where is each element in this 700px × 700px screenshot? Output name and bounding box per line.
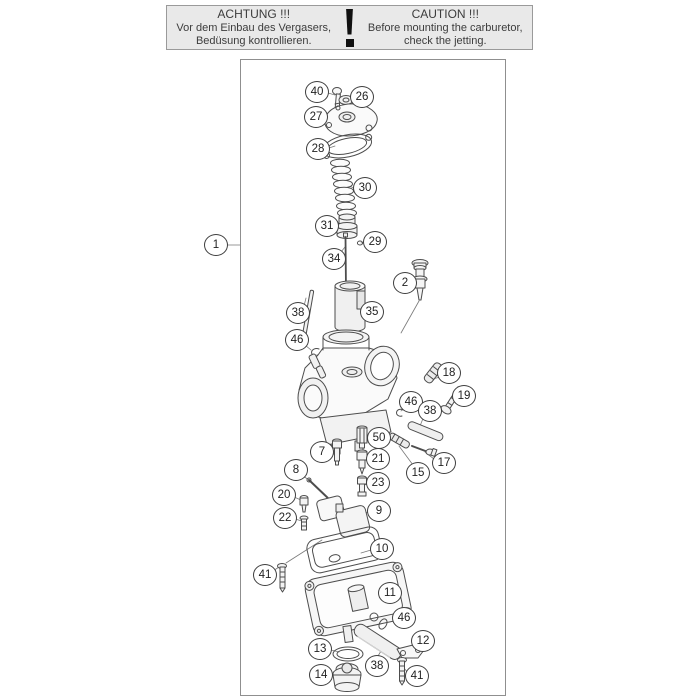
callout-11: 11 bbox=[378, 582, 402, 604]
callout-34: 34 bbox=[322, 248, 346, 270]
callout-27: 27 bbox=[304, 106, 328, 128]
callout-20: 20 bbox=[272, 484, 296, 506]
callout-19: 19 bbox=[452, 385, 476, 407]
callout-22: 22 bbox=[273, 507, 297, 529]
callout-12: 12 bbox=[411, 630, 435, 652]
callout-15: 15 bbox=[406, 462, 430, 484]
callout-38: 38 bbox=[286, 302, 310, 324]
callout-13: 13 bbox=[308, 638, 332, 660]
callout-40: 40 bbox=[305, 81, 329, 103]
warning-german-line1: Vor dem Einbau des Vergasers, bbox=[176, 21, 332, 34]
callout-46: 46 bbox=[399, 391, 423, 413]
callout-38: 38 bbox=[418, 400, 442, 422]
callout-18: 18 bbox=[437, 362, 461, 384]
callout-17: 17 bbox=[432, 452, 456, 474]
callout-14: 14 bbox=[309, 664, 333, 686]
callout-50: 50 bbox=[367, 427, 391, 449]
callout-31: 31 bbox=[315, 215, 339, 237]
callout-2: 2 bbox=[393, 272, 417, 294]
callout-8: 8 bbox=[284, 459, 308, 481]
callout-21: 21 bbox=[366, 448, 390, 470]
warning-english-line1: Before mounting the carburetor, bbox=[367, 21, 523, 34]
callout-46: 46 bbox=[285, 329, 309, 351]
warning-english-title: CAUTION !!! bbox=[411, 6, 479, 21]
warning-german-title: ACHTUNG !!! bbox=[217, 6, 291, 21]
callout-41: 41 bbox=[405, 665, 429, 687]
callout-28: 28 bbox=[306, 138, 330, 160]
callout-26: 26 bbox=[350, 86, 374, 108]
callout-29: 29 bbox=[363, 231, 387, 253]
callout-9: 9 bbox=[367, 500, 391, 522]
callout-23: 23 bbox=[366, 472, 390, 494]
callout-46: 46 bbox=[392, 607, 416, 629]
callout-7: 7 bbox=[310, 441, 334, 463]
warning-german-line2: Bedüsung kontrollieren. bbox=[195, 34, 312, 47]
callout-38: 38 bbox=[365, 655, 389, 677]
callout-41: 41 bbox=[253, 564, 277, 586]
callout-35: 35 bbox=[360, 301, 384, 323]
callout-1: 1 bbox=[204, 234, 228, 256]
callout-10: 10 bbox=[370, 538, 394, 560]
callout-30: 30 bbox=[353, 177, 377, 199]
warning-english-line2: check the jetting. bbox=[403, 34, 487, 47]
